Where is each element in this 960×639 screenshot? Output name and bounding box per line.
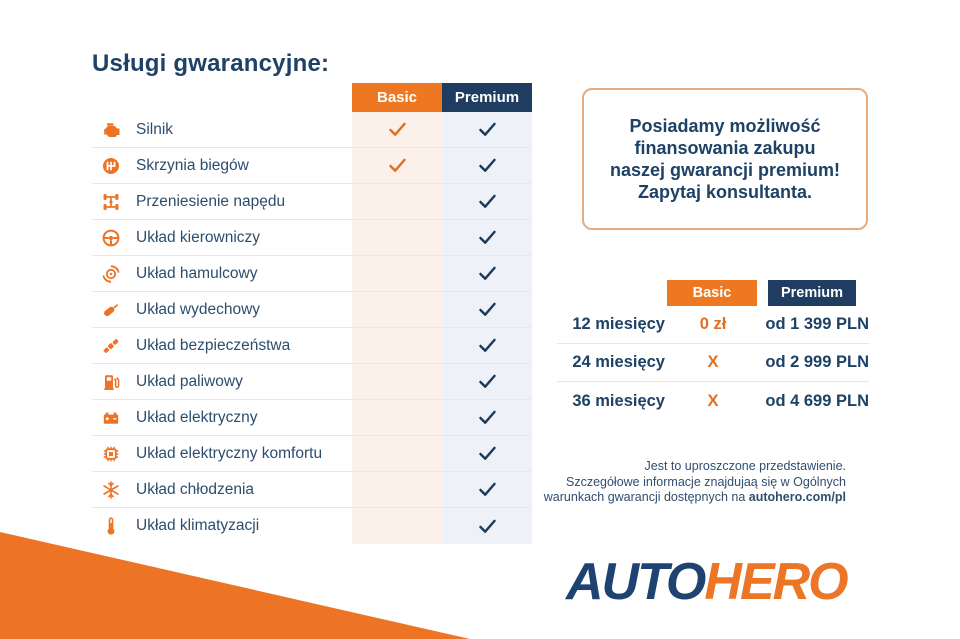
pricing-row — [557, 382, 869, 420]
drivetrain-icon — [100, 191, 122, 213]
table-row — [92, 292, 532, 328]
pricing-basic-value: X — [707, 391, 719, 410]
pricing-basic-value: X — [707, 353, 719, 371]
check-icon — [478, 410, 497, 425]
pricing-row — [557, 344, 869, 382]
brake-icon — [100, 263, 122, 285]
row-label: Silnik — [136, 120, 174, 138]
pricing-header-basic: Basic — [667, 280, 757, 306]
table-row — [92, 328, 532, 364]
row-label: Układ kierowniczy — [136, 228, 261, 246]
pricing-premium-value: od 2 999 PLN — [765, 353, 869, 371]
table-rows — [92, 112, 532, 544]
pricing-header — [557, 280, 869, 306]
check-icon — [478, 302, 497, 317]
table-row — [92, 220, 532, 256]
check-icon — [478, 230, 497, 245]
pricing-period: 36 miesięcy — [572, 391, 665, 410]
table-row — [92, 472, 532, 508]
table-row — [92, 364, 532, 400]
table-row — [92, 436, 532, 472]
pricing-premium-value: od 4 699 PLN — [765, 391, 869, 410]
row-label: Układ klimatyzacji — [136, 517, 260, 534]
row-label: Układ chłodzenia — [136, 480, 255, 498]
column-header-basic: Basic — [352, 83, 442, 112]
table-row — [92, 148, 532, 184]
check-icon — [478, 122, 497, 137]
check-icon — [478, 374, 497, 389]
check-icon — [388, 158, 407, 173]
row-label: Układ hamulcowy — [136, 264, 258, 282]
check-icon — [478, 338, 497, 353]
pricing-premium-value: od 1 399 PLN — [765, 315, 869, 333]
warranty-comparison-table — [92, 83, 532, 544]
pricing-period: 24 miesięcy — [572, 353, 665, 371]
battery-icon — [100, 407, 122, 429]
row-label: Układ paliwowy — [136, 372, 243, 390]
column-header-premium: Premium — [442, 83, 532, 112]
fuel-pump-icon — [100, 371, 122, 393]
pricing-basic-value: 0 zł — [699, 315, 727, 333]
gearbox-icon — [100, 155, 122, 177]
disclaimer-text: Jest to uproszczone przedstawienie. Szczegółowe informacje znajdujaą się w Ogólnych warunkach gwarancji dostępnych na autohero.com/pl — [543, 459, 846, 504]
table-header — [92, 83, 532, 112]
logo-auto-part: AUTO — [566, 553, 705, 611]
snowflake-icon — [100, 479, 122, 501]
table-row — [92, 400, 532, 436]
engine-icon — [100, 119, 122, 141]
chip-icon — [100, 443, 122, 465]
check-icon — [478, 446, 497, 461]
row-label: Przeniesienie napędu — [136, 192, 286, 210]
check-icon — [478, 266, 497, 281]
pricing-table — [557, 280, 869, 420]
logo-hero-part: HERO — [704, 553, 847, 611]
table-row — [92, 256, 532, 292]
autohero-link[interactable]: autohero.com/pl — [748, 490, 846, 504]
row-label: Układ elektryczny — [136, 408, 258, 426]
row-label: Skrzynia biegów — [136, 156, 249, 174]
financing-promo-box — [582, 88, 868, 230]
seatbelt-icon — [100, 335, 122, 357]
pricing-period: 12 miesięcy — [572, 315, 665, 333]
check-icon — [478, 482, 497, 497]
check-icon — [478, 519, 497, 534]
row-label: Układ wydechowy — [136, 300, 261, 318]
steering-wheel-icon — [100, 227, 122, 249]
check-icon — [478, 194, 497, 209]
check-icon — [478, 158, 497, 173]
page-title: Usługi gwarancyjne: — [92, 50, 330, 77]
orange-corner-shape — [0, 532, 470, 639]
pricing-row — [557, 306, 869, 344]
table-row — [92, 112, 532, 148]
row-label: Układ bezpieczeństwa — [136, 336, 291, 354]
pricing-header-premium: Premium — [768, 280, 856, 306]
check-icon — [388, 122, 407, 137]
row-label: Układ elektryczny komfortu — [136, 444, 323, 462]
exhaust-icon — [100, 299, 122, 321]
autohero-logo — [566, 553, 847, 611]
table-row — [92, 184, 532, 220]
promo-text: Posiadamy możliwość finansowania zakupu naszej gwarancji premium! Zapytaj konsultanta. — [609, 116, 841, 202]
